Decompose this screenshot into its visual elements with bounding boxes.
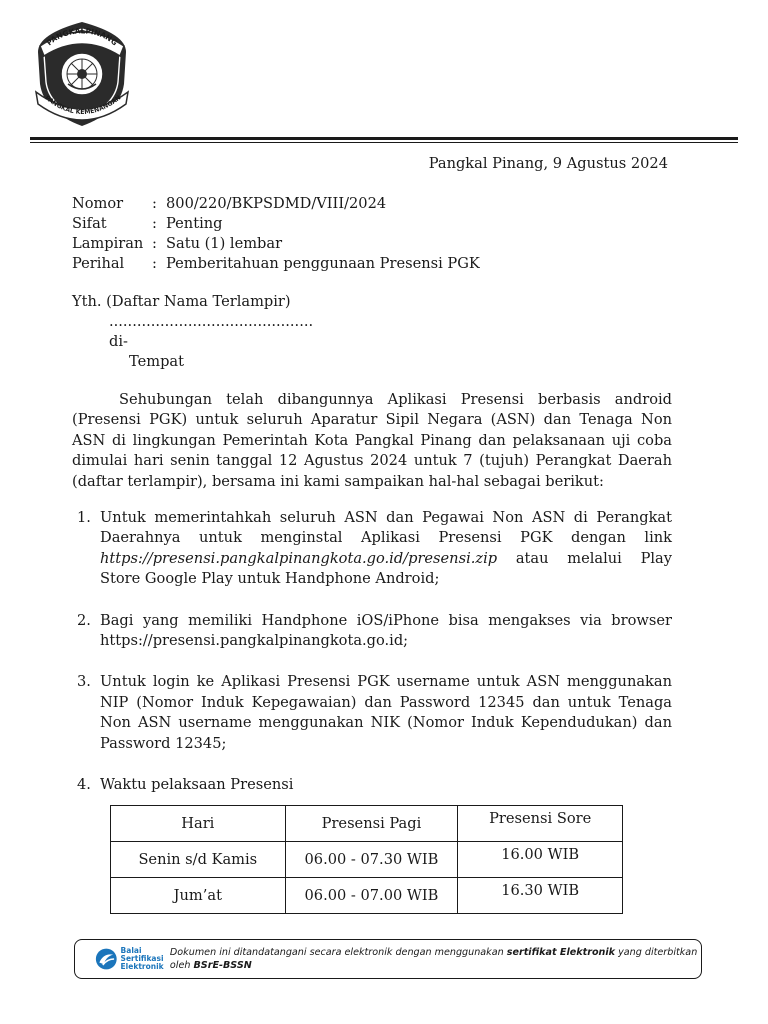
meta-value: Pemberitahuan penggunaan Presensi PGK: [166, 255, 480, 272]
meta-row-sifat: [72, 214, 480, 234]
table-cell: Jum’at: [111, 878, 286, 914]
letterhead-rule-thin: [30, 142, 738, 143]
download-link[interactable]: https://presensi.pangkalpinangkota.go.id/presensi.zip: [100, 549, 498, 567]
meta-label: Perihal: [72, 255, 125, 272]
esign-note-bold: sertifikat Elektronik: [506, 947, 616, 958]
intro-paragraph: Sehubungan telah dibangunnya Aplikasi Presensi berbasis android (Presensi PGK) untuk seluruh Aparatur Sipil Negara (ASN) dan Tenaga Non ASN di lingkungan Pemerintah Kota Pangkal Pinang dan pelaksanaan uji coba dimulai hari senin tanggal 12 Agustus 2024 untuk 7 (tujuh) Perangkat Daerah (daftar terlampir), bersama ini kami sampaikan hal-hal sebagai berikut:: [72, 391, 672, 490]
list-text: Bagi yang memiliki Handphone iOS/iPhone bisa mengakses via browser https://presensi.pangkalpinangkota.go.id;: [100, 611, 672, 650]
bsre-name-line: Sertifikasi: [120, 954, 164, 963]
date-line: Pangkal Pinang, 9 Agustus 2024: [428, 155, 668, 172]
meta-value: Satu (1) lembar: [166, 235, 283, 252]
city-seal-logo: [30, 14, 134, 130]
table-header-cell: Presensi Sore: [458, 806, 623, 842]
table-cell: 06.00 - 07.00 WIB: [285, 878, 458, 914]
meta-label: Sifat: [72, 215, 107, 232]
esign-footer: [74, 939, 702, 979]
instruction-list: [72, 508, 672, 814]
table-cell: 16.30 WIB: [458, 878, 623, 914]
recipient-di: di-: [109, 333, 128, 350]
esign-note-bold: BSrE-BSSN: [193, 960, 252, 971]
list-item: [72, 508, 672, 590]
table-header-cell: Hari: [111, 806, 286, 842]
list-text: Untuk memerintahkah seluruh ASN dan Pegawai Non ASN di Perangkat Daerahnya untuk menginstal Aplikasi Presensi PGK dengan link: [100, 509, 672, 547]
meta-label: Nomor: [72, 195, 124, 212]
recipient-block: [72, 292, 313, 372]
meta-row-lampiran: [72, 234, 480, 254]
list-number: 1.: [77, 509, 91, 526]
list-number: 3.: [77, 673, 91, 691]
list-text: atau melalui Play Store Google Play untuk Handphone Android;: [100, 549, 672, 588]
meta-separator: :: [152, 215, 157, 232]
table-header-cell: Presensi Pagi: [285, 806, 458, 842]
bsre-name-line: Balai: [120, 946, 142, 955]
table-cell: 06.00 - 07.30 WIB: [285, 842, 458, 878]
recipient-dots: ............................................: [109, 313, 314, 330]
recipient-line: Yth. (Daftar Nama Terlampir): [72, 293, 291, 310]
recipient-place: Tempat: [129, 353, 184, 370]
list-number: 4.: [77, 776, 91, 794]
letterhead-rule-thick: [30, 137, 738, 140]
list-item: [72, 775, 672, 795]
list-number: 2.: [77, 611, 91, 629]
table-cell: Senin s/d Kamis: [111, 842, 286, 878]
bsre-name: [121, 947, 164, 971]
esign-note-text: Dokumen ini ditandatangani secara elektronik dengan menggunakan: [169, 947, 507, 958]
meta-value: Penting: [166, 215, 223, 232]
esign-note: [170, 946, 701, 972]
meta-label: Lampiran: [72, 235, 144, 252]
bsre-name-line: Elektronik: [120, 962, 164, 971]
meta-value: 800/220/BKPSDMD/VIII/2024: [166, 195, 387, 212]
meta-separator: :: [152, 255, 157, 272]
table-cell: 16.00 WIB: [458, 842, 623, 878]
list-item: [72, 672, 672, 754]
table-row: [111, 842, 623, 878]
letter-meta: [72, 194, 480, 274]
list-text: Untuk login ke Aplikasi Presensi PGK username untuk ASN menggunakan NIP (Nomor Induk Kepegawaian) dan Password 12345 dan untuk Tenaga Non ASN username menggunakan NIK (Nomor Induk Kependudukan) dan Password 12345;: [100, 673, 672, 752]
list-item: [72, 611, 672, 652]
esign-note-text: yang diterbitkan oleh: [169, 947, 698, 971]
list-text: Waktu pelaksaan Presensi: [100, 776, 294, 794]
seal-top-text: PANGKALPINANG: [44, 26, 120, 48]
meta-row-nomor: [72, 194, 480, 214]
meta-row-perihal: [72, 254, 480, 274]
bsre-logo-icon: [95, 946, 118, 972]
meta-separator: :: [152, 235, 157, 252]
meta-separator: :: [152, 195, 157, 212]
table-row: [111, 878, 623, 914]
seal-bottom-text: PANGKAL KEMENANGAN: [43, 94, 123, 117]
table-header-row: [111, 806, 623, 842]
schedule-table: [110, 805, 623, 914]
